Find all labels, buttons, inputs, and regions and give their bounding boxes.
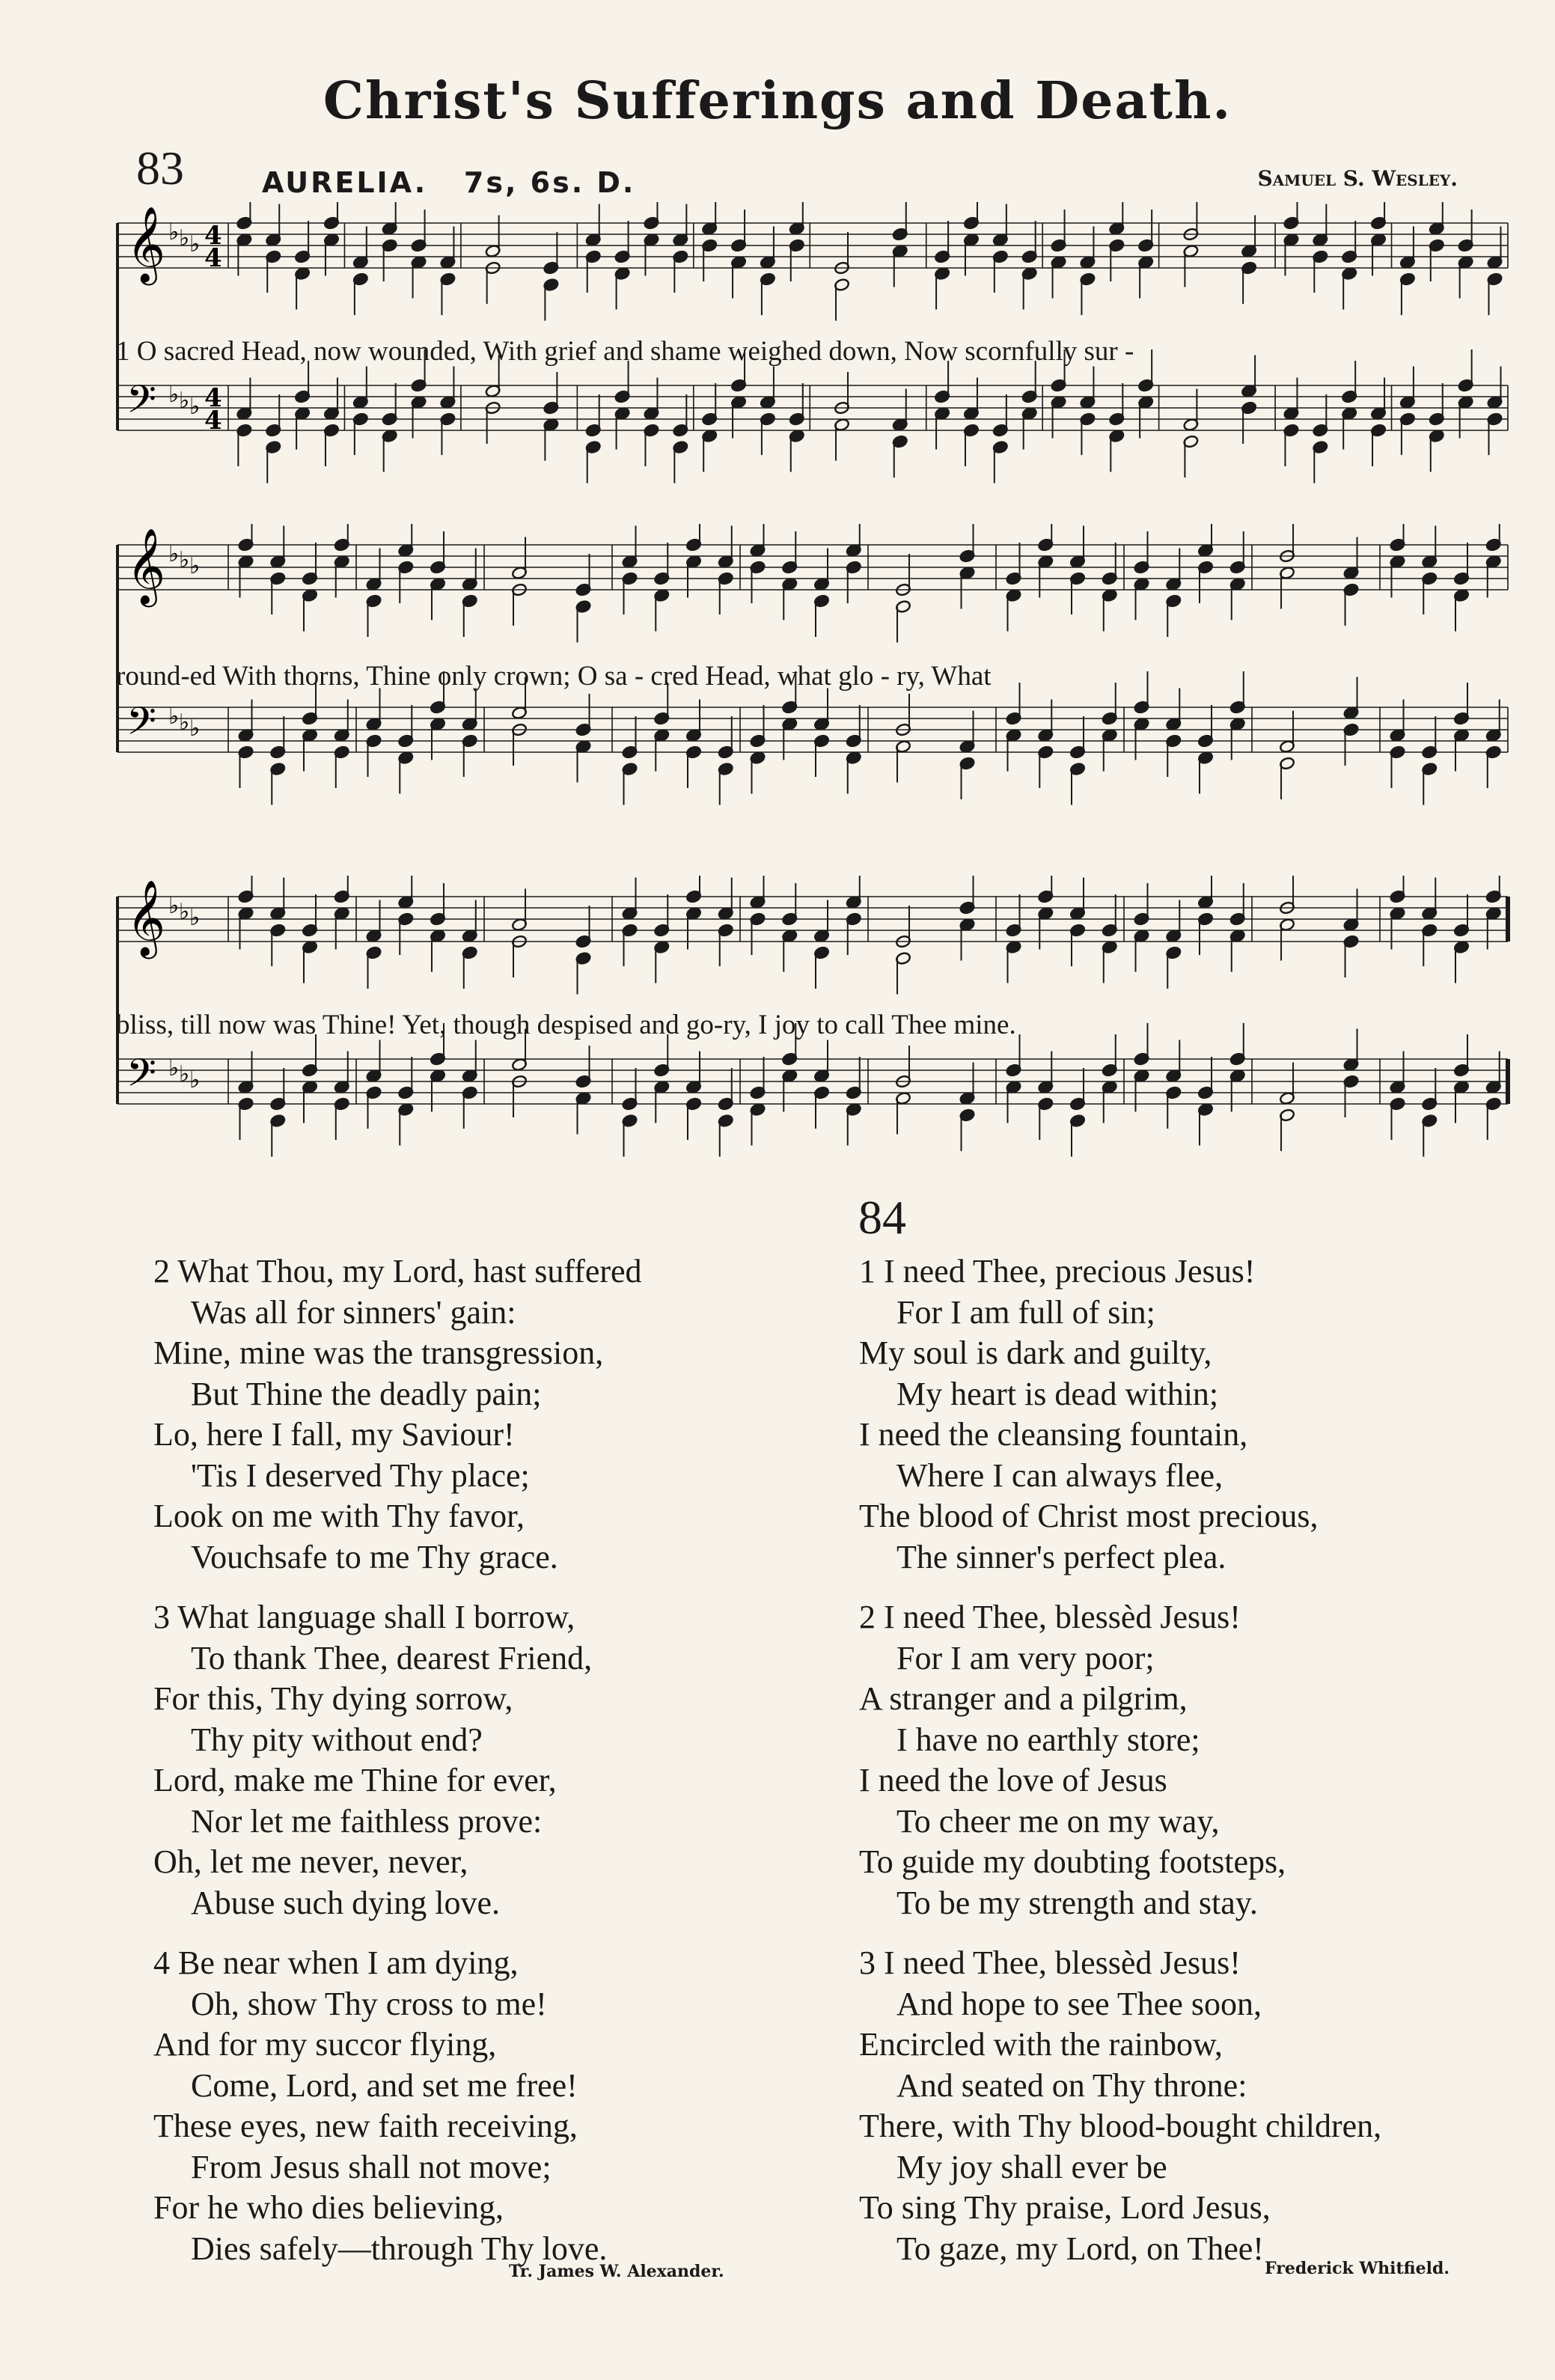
verse-line: Oh, show Thy cross to me!	[191, 1985, 547, 2022]
verse-line: The sinner's perfect plea.	[896, 1538, 1226, 1575]
stanza-4	[153, 1943, 642, 2269]
verse-line: Lord, make me Thine for ever,	[153, 1762, 557, 1798]
tune-title: AURELIA.	[262, 166, 428, 199]
flat-icon: ♭	[189, 394, 201, 420]
author-credit: Frederick Whitfield.	[1265, 2259, 1450, 2278]
verse-line: 4 Be near when I am dying,	[153, 1944, 519, 1981]
stanza-3	[859, 1943, 1381, 2269]
lyric-line-1: 1 O sacred Head, now wounded, With grief and shame weighed down, Now scornfully sur -	[116, 336, 1134, 367]
bass-clef-icon: 𝄢	[126, 1050, 156, 1105]
bass-clef-icon: 𝄢	[126, 376, 156, 431]
tune-meter: 7s, 6s. D.	[463, 166, 636, 199]
verse-line: I need the love of Jesus	[859, 1762, 1167, 1798]
verse-line: To cheer me on my way,	[896, 1802, 1220, 1840]
verse-line: My joy shall ever be	[896, 2148, 1167, 2185]
verse-line: Come, Lord, and set me free!	[191, 2066, 578, 2104]
verse-line: And for my succor flying,	[153, 2026, 497, 2063]
treble-clef-icon: 𝄞	[126, 879, 166, 956]
verse-line: Where I can always flee,	[896, 1456, 1223, 1494]
treble-clef-icon: 𝄞	[126, 205, 166, 282]
verse-line: For I am very poor;	[896, 1639, 1155, 1676]
verse-line: The blood of Christ most precious,	[859, 1498, 1319, 1534]
verse-line: From Jesus shall not move;	[191, 2148, 552, 2185]
flat-icon: ♭	[179, 388, 190, 414]
verse-line: Abuse such dying love.	[191, 1884, 501, 1921]
verse-line: Thy pity without end?	[191, 1721, 483, 1758]
flat-icon: ♭	[179, 225, 190, 251]
verse-line: Dies safely—through Thy love.	[191, 2230, 608, 2267]
flat-icon: ♭	[189, 715, 201, 742]
verse-line: 'Tis I deserved Thy place;	[191, 1456, 530, 1494]
stanza-3	[153, 1597, 642, 1923]
flat-icon: ♭	[168, 382, 180, 408]
verse-line: Encircled with the rainbow,	[859, 2026, 1223, 2063]
time-signature: 4	[204, 221, 222, 251]
verse-line: Was all for sinners' gain:	[191, 1293, 516, 1331]
verse-line: To gaze, my Lord, on Thee!	[896, 2230, 1264, 2267]
bass-clef-icon: 𝄢	[126, 698, 156, 753]
flat-icon: ♭	[179, 899, 190, 925]
time-signature: 4	[204, 383, 222, 413]
flat-icon: ♭	[168, 219, 180, 245]
hymn84-verses	[859, 1251, 1381, 2289]
music-system-2	[116, 524, 1515, 831]
hymn-number-83: 83	[136, 141, 184, 195]
lyric-line-2: round-ed With thorns, Thine only crown; O sa - cred Head, what glo - ry, What	[116, 661, 992, 692]
flat-icon: ♭	[168, 704, 180, 730]
verse-line: 3 What language shall I borrow,	[153, 1599, 575, 1635]
flat-icon: ♭	[189, 905, 201, 931]
verse-line: My heart is dead within;	[896, 1375, 1219, 1412]
verse-line: 2 I need Thee, blessèd Jesus!	[859, 1599, 1241, 1635]
verse-line: But Thine the deadly pain;	[191, 1375, 542, 1412]
hymn-number-84: 84	[858, 1191, 906, 1244]
treble-clef-icon: 𝄞	[126, 527, 166, 604]
flat-icon: ♭	[179, 547, 190, 573]
verse-line: To guide my doubting footsteps,	[859, 1843, 1286, 1880]
stanza-2	[153, 1251, 642, 1578]
verse-line: Nor let me faithless prove:	[191, 1802, 543, 1840]
music-system-1	[116, 202, 1515, 501]
verse-line: 2 What Thou, my Lord, hast suffered	[153, 1253, 642, 1290]
flat-icon: ♭	[189, 1067, 201, 1093]
verse-line: For he who dies believing,	[153, 2189, 504, 2226]
verse-line: To be my strength and stay.	[896, 1884, 1258, 1921]
verse-line: To sing Thy praise, Lord Jesus,	[859, 2189, 1271, 2226]
verse-line: Look on me with Thy favor,	[153, 1498, 525, 1534]
stanza-1	[859, 1251, 1381, 1578]
verse-line: A stranger and a pilgrim,	[859, 1680, 1188, 1717]
lyric-line-3: bliss, till now was Thine! Yet, though despised and go-ry, I joy to call Thee mine.	[116, 1010, 1016, 1040]
music-system-3	[116, 876, 1515, 1175]
flat-icon: ♭	[168, 541, 180, 567]
verse-line: 1 I need Thee, precious Jesus!	[859, 1253, 1256, 1290]
verse-line: Vouchsafe to me Thy grace.	[191, 1538, 558, 1575]
tune-name	[262, 166, 635, 199]
flat-icon: ♭	[179, 710, 190, 736]
flat-icon: ♭	[168, 893, 180, 919]
verse-line: And seated on Thy throne:	[896, 2066, 1247, 2104]
verse-line: For this, Thy dying sorrow,	[153, 1680, 513, 1717]
verse-line: I need the cleansing fountain,	[859, 1416, 1248, 1453]
verse-line: There, with Thy blood-bought children,	[859, 2108, 1382, 2144]
translator-credit: Tr. James W. Alexander.	[509, 2262, 724, 2281]
flat-icon: ♭	[168, 1055, 180, 1081]
verse-line: I have no earthly store;	[896, 1721, 1200, 1758]
composer-credit: Samuel S. Wesley.	[1257, 166, 1458, 191]
verse-line: For I am full of sin;	[896, 1293, 1155, 1331]
flat-icon: ♭	[189, 553, 201, 579]
verse-line: To thank Thee, dearest Friend,	[191, 1639, 593, 1676]
flat-icon: ♭	[179, 1061, 190, 1087]
page-title: Christ's Sufferings and Death.	[323, 71, 1232, 131]
verse-line: These eyes, new faith receiving,	[153, 2108, 578, 2144]
time-signature: 4	[204, 243, 222, 273]
verse-line: 3 I need Thee, blessèd Jesus!	[859, 1944, 1241, 1981]
time-signature: 4	[204, 406, 222, 436]
hymn83-verses	[153, 1251, 642, 2289]
verse-line: Oh, let me never, never,	[153, 1843, 468, 1880]
verse-line: My soul is dark and guilty,	[859, 1334, 1212, 1371]
verse-line: And hope to see Thee soon,	[896, 1985, 1262, 2022]
stanza-2	[859, 1597, 1381, 1923]
flat-icon: ♭	[189, 231, 201, 257]
verse-line: Lo, here I fall, my Saviour!	[153, 1416, 515, 1453]
verse-line: Mine, mine was the transgression,	[153, 1334, 604, 1371]
